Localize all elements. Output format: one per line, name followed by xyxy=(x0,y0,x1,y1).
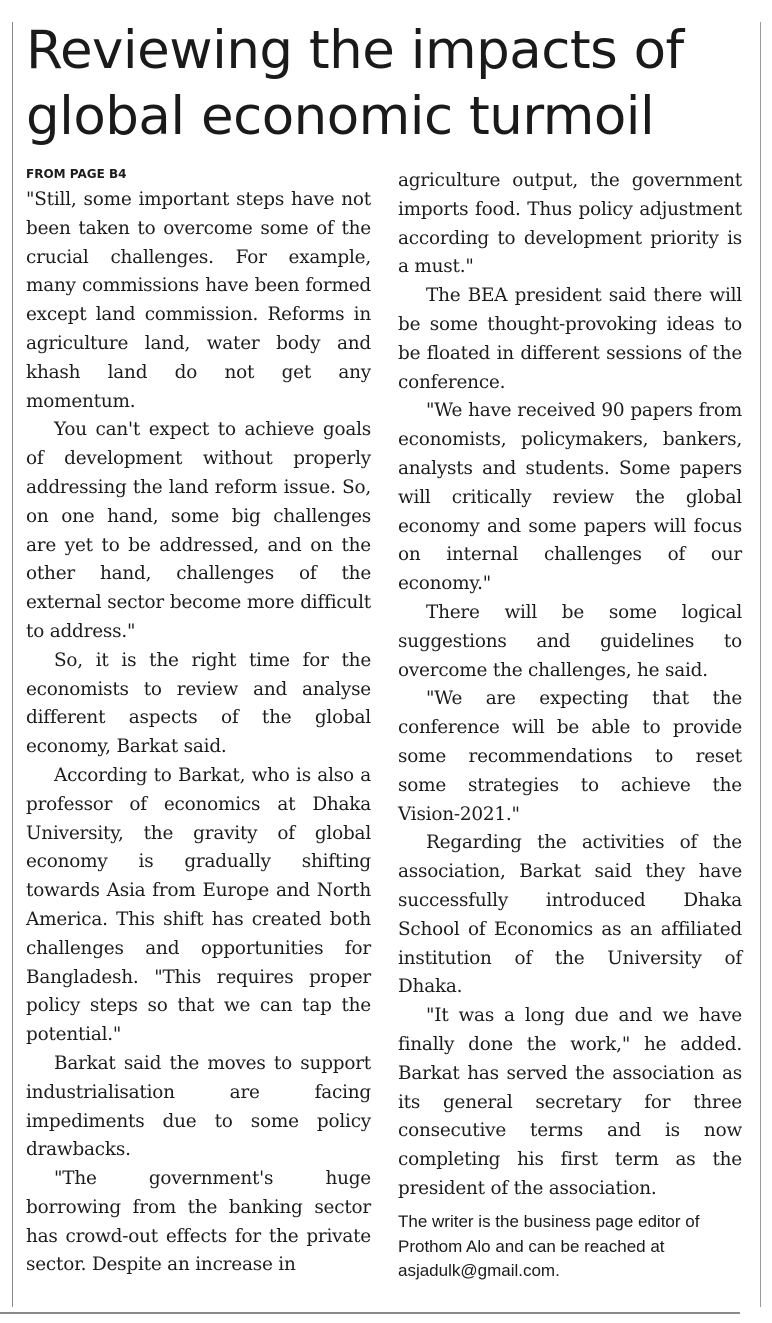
column-divider-left xyxy=(12,22,13,1307)
continued-from-label: FROM PAGE B4 xyxy=(26,167,127,181)
bottom-divider xyxy=(0,1312,740,1314)
author-byline xyxy=(398,1210,748,1284)
byline-line: The writer is the business page editor of xyxy=(398,1212,700,1231)
paragraph: So, it is the right time for the economists to review and analyse different aspects of the global economy, Barkat said. xyxy=(26,649,371,758)
paragraph: There will be some logical suggestions and guidelines to overcome the challenges, he said. xyxy=(398,601,742,681)
author-email: asjadulk@gmail.com. xyxy=(398,1261,560,1280)
paragraph: Regarding the activities of the association, Barkat said they have successfully introduced Dhaka School of Economics as an affiliated institution of the University of Dhaka. xyxy=(398,832,742,998)
paragraph: "It was a long due and we have finally done the work," he added. Barkat has served the association as its general secretary for three consecutive terms and is now completing his first term as the president of the association. xyxy=(398,1005,742,1199)
byline-line: Prothom Alo and can be reached at xyxy=(398,1236,665,1256)
article-column-left xyxy=(26,186,371,1280)
paragraph: The BEA president said there will be some thought-provoking ideas to be floated in different sessions of the conference. xyxy=(398,285,742,393)
paragraph: According to Barkat, who is also a professor of economics at Dhaka University, the gravity of global economy is gradually shifting towards Asia from Europe and North America. This shift has created both challenges and opportunities for Bangladesh. "This requires proper policy steps so that we can tap the potential." xyxy=(26,764,371,1046)
paragraph: agriculture output, the government imports food. Thus policy adjustment according to development priority is a must." xyxy=(398,170,742,278)
paragraph: "Still, some important steps have not been taken to overcome some of the crucial challenges. For example, many commissions have been formed except land commission. Reforms in agriculture land, water body and khash land do not get any momentum. xyxy=(26,189,371,412)
paragraph: "We have received 90 papers from economists, policymakers, bankers, analysts and students. Some papers will critically review the global economy and some papers will focus on internal challenges of our economy." xyxy=(398,400,742,595)
article-column-right xyxy=(398,167,742,1204)
paragraph: You can't expect to achieve goals of development without properly addressing the land reform issue. So, on one hand, some big challenges are yet to be addressed, and on the other hand, challenges of the external sector become more difficult to address." xyxy=(26,419,371,642)
paragraph: Barkat said the moves to support industrialisation are facing impediments due to some policy drawbacks. xyxy=(26,1052,371,1161)
column-divider-right xyxy=(760,22,761,1307)
paragraph: "We are expecting that the conference will be able to provide some recommendations to reset some strategies to achieve the Vision-2021." xyxy=(398,688,742,825)
paragraph: "The government's huge borrowing from the banking sector has crowd-out effects for the private sector. Despite an increase in xyxy=(26,1168,371,1276)
headline: Reviewing the impacts of global economic turmoil xyxy=(26,20,684,147)
